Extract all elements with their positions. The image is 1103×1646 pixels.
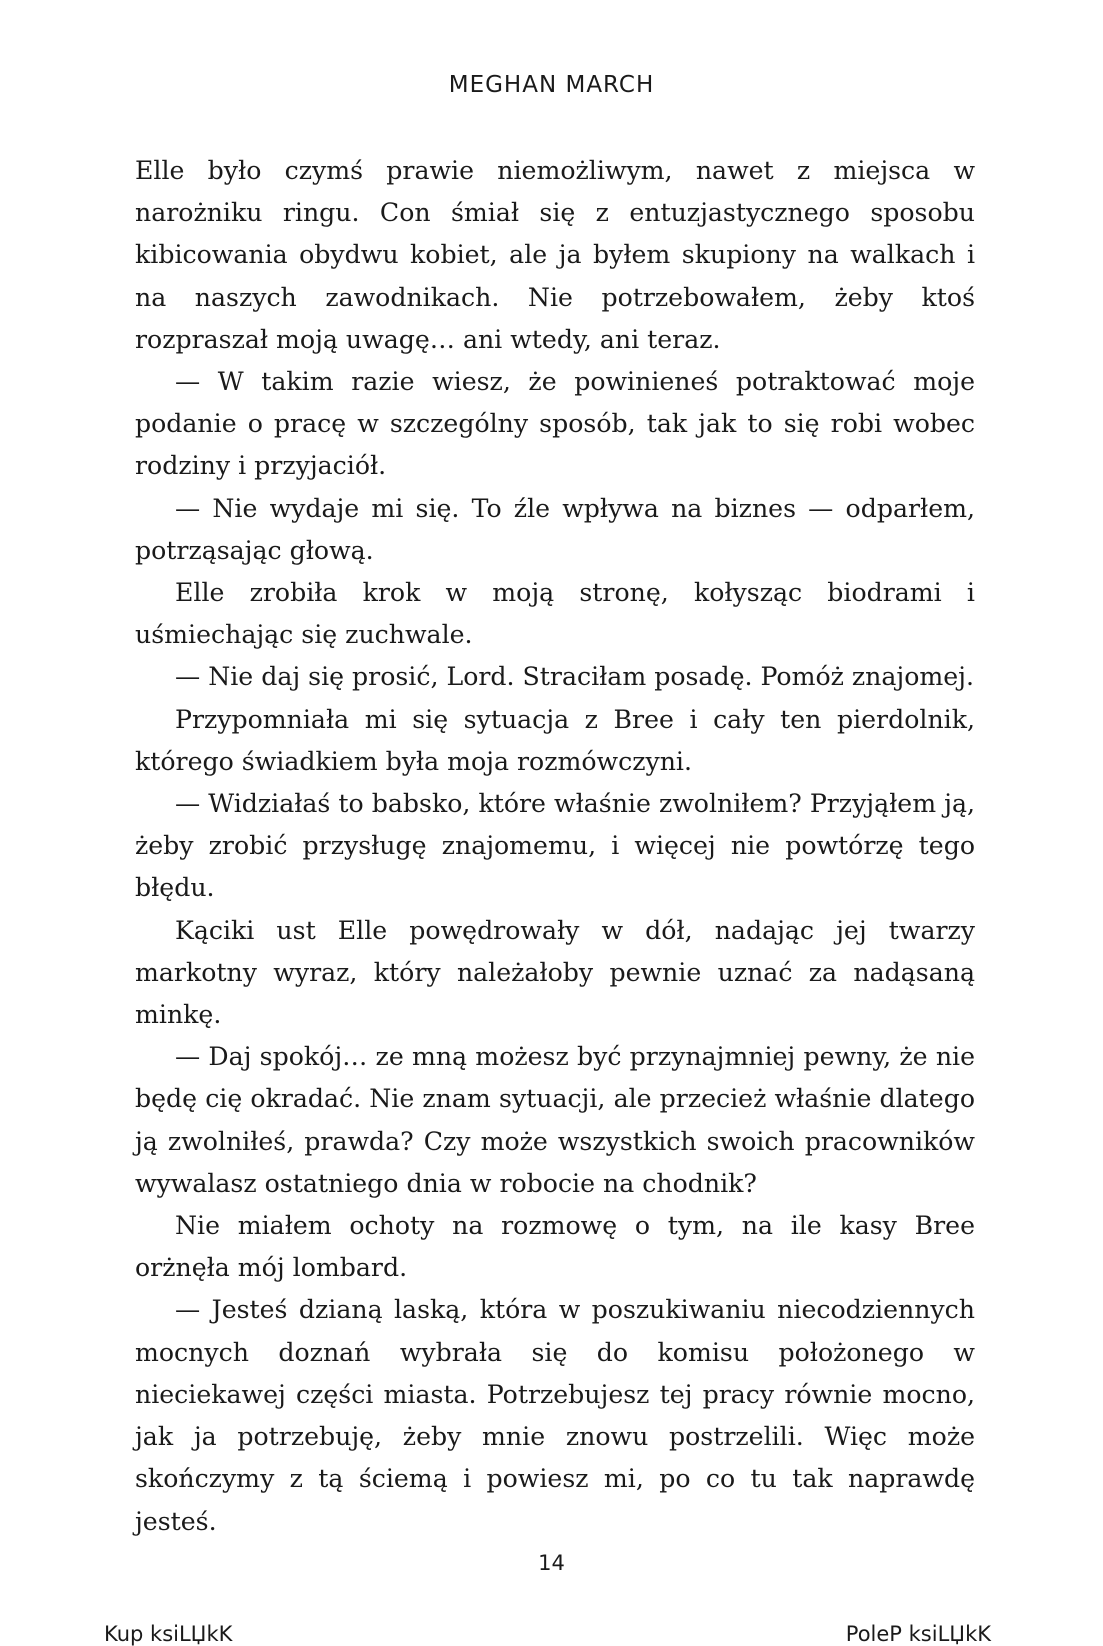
paragraph: Nie miałem ochoty na rozmowę o tym, na ile kasy Bree orżnęła mój lombard. xyxy=(135,1211,975,1283)
paragraph: Elle zrobiła krok w moją stronę, kołysząc biodrami i uśmiechając się zuchwale. xyxy=(135,578,975,650)
page-number: 14 xyxy=(538,1551,565,1575)
recommend-book-link[interactable]: PoleP ksiLЏkK xyxy=(845,1622,991,1646)
running-head: MEGHAN MARCH xyxy=(448,72,655,98)
paragraph: — Nie daj się prosić, Lord. Straciłam posadę. Pomóż znajomej. xyxy=(175,662,974,692)
paragraph: — Jesteś dzianą laską, która w poszukiwaniu niecodziennych mocnych doznań wybrała się do komisu położonego w nieciekawej części miasta. Potrzebujesz tej pracy równie mocno, jak ja potrzebuję, żeby mnie znowu postrzelili. Więc może skończymy z tą ściemą i powiesz mi, po co tu tak naprawdę jesteś. xyxy=(135,1295,975,1536)
paragraph: — W takim razie wiesz, że powinieneś potraktować moje podanie o pracę w szczególny sposób, tak jak to się robi wobec rodziny i przyjaciół. xyxy=(135,367,975,481)
paragraph: — Nie wydaje mi się. To źle wpływa na biznes — odparłem, potrząsając głową. xyxy=(135,493,975,565)
paragraph: — Widziałaś to babsko, które właśnie zwolniłem? Przyjąłem ją, żeby zrobić przysługę znajomemu, i więcej nie powtórzę tego błędu. xyxy=(135,789,975,903)
paragraph: Przypomniała mi się sytuacja z Bree i cały ten pierdolnik, którego świadkiem była moja rozmówczyni. xyxy=(135,704,975,776)
buy-book-link[interactable]: Kup ksiLЏkK xyxy=(104,1622,233,1646)
paragraph: Elle było czymś prawie niemożliwym, nawet z miejsca w narożniku ringu. Con śmiał się z entuzjastycznego sposobu kibicowania obydwu kobiet, ale ja byłem skupiony na walkach i na naszych zawodnikach. Nie potrzebowałem, żeby ktoś rozpraszał moją uwagę… ani wtedy, ani teraz. xyxy=(135,156,975,354)
paragraph: — Daj spokój… ze mną możesz być przynajmniej pewny, że nie będę cię okradać. Nie znam sytuacji, ale przecież właśnie dlatego ją zwolniłeś, prawda? Czy może wszystkich swoich pracowników wywalasz ostatniego dnia w robocie na chodnik? xyxy=(135,1042,975,1198)
paragraph: Kąciki ust Elle powędrowały w dół, nadając jej twarzy markotny wyraz, który należałoby pewnie uznać za nadąsaną minkę. xyxy=(135,915,975,1030)
body-text xyxy=(135,150,975,1543)
